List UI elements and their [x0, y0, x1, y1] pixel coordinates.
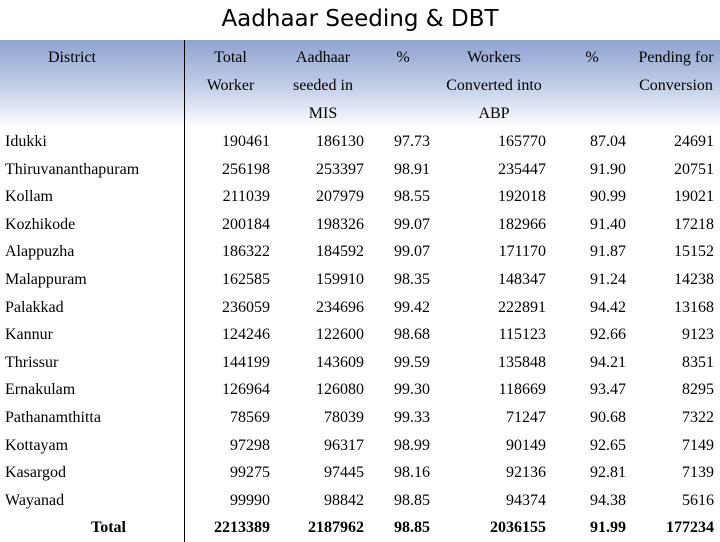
cell-aadhaar-seeded: 253397 — [316, 160, 364, 178]
cell-total-worker: 99990 — [184, 487, 276, 515]
cell-percent-seeded: 99.59 — [394, 353, 430, 371]
cell-aadhaar-seeded: 143609 — [316, 353, 364, 371]
cell-district: Malappuram — [5, 270, 87, 288]
cell-aadhaar-seeded: 126080 — [316, 381, 364, 399]
cell-pending: 8295 — [682, 381, 714, 399]
cell-total-worker: 190461 — [184, 128, 276, 156]
cell-aadhaar-seeded: 184592 — [316, 243, 364, 261]
cell-pending: 17218 — [674, 215, 714, 233]
header-district: District — [0, 40, 184, 128]
header-row — [0, 40, 720, 128]
cell-workers-converted: 94374 — [506, 491, 546, 509]
cell-percent-seeded: 98.68 — [394, 326, 430, 344]
cell-aadhaar-seeded: 207979 — [316, 188, 364, 206]
cell-total-worker: 162585 — [184, 266, 276, 294]
table-row — [0, 156, 720, 184]
cell-percent-converted: 91.87 — [590, 243, 626, 261]
header-total-worker: Total Worker — [184, 40, 276, 128]
cell-aadhaar-seeded: 96317 — [324, 436, 364, 454]
cell-percent-seeded: 98.16 — [394, 464, 430, 482]
cell-percent-seeded: 98.55 — [394, 188, 430, 206]
cell-percent-seeded: 98.85 — [394, 491, 430, 509]
cell-workers-converted: 115123 — [498, 326, 546, 344]
cell-district: Kannur — [5, 326, 53, 344]
table-row — [0, 266, 720, 294]
cell-workers-converted: 222891 — [498, 298, 546, 316]
cell-workers-converted: 171170 — [498, 243, 546, 261]
cell-total-worker: 99275 — [184, 459, 276, 487]
cell-total-worker: 186322 — [184, 238, 276, 266]
cell-district: Idukki — [5, 133, 47, 150]
cell-aadhaar-seeded: 98842 — [324, 491, 364, 509]
cell-aadhaar-seeded: 122600 — [316, 326, 364, 344]
cell-district: Total — [91, 519, 126, 537]
cell-workers-converted: 71247 — [506, 408, 546, 426]
table-total-row — [0, 514, 720, 542]
cell-workers-converted: 192018 — [498, 188, 546, 206]
cell-total-worker: 97298 — [184, 432, 276, 460]
page-title: Aadhaar Seeding & DBT — [221, 6, 499, 32]
header-percent-seeded: % — [370, 40, 436, 128]
cell-pending: 24691 — [674, 133, 714, 150]
cell-district: Wayanad — [5, 491, 65, 509]
cell-workers-converted: 135848 — [498, 353, 546, 371]
cell-percent-seeded: 99.33 — [394, 408, 430, 426]
table-row — [0, 211, 720, 239]
cell-pending: 7149 — [682, 436, 714, 454]
cell-workers-converted: 2036155 — [490, 519, 546, 537]
cell-percent-converted: 92.81 — [590, 464, 626, 482]
table-row — [0, 376, 720, 404]
cell-total-worker: 144199 — [184, 349, 276, 377]
aadhaar-seeding-table — [0, 40, 720, 542]
table-row — [0, 404, 720, 432]
header-workers-converted: Workers Converted into ABP — [436, 40, 552, 128]
cell-percent-converted: 91.90 — [590, 160, 626, 178]
cell-district: Pathanamthitta — [5, 408, 101, 426]
cell-percent-seeded: 99.07 — [394, 243, 430, 261]
table-row — [0, 459, 720, 487]
cell-total-worker: 2213389 — [184, 514, 276, 542]
cell-aadhaar-seeded: 2187962 — [308, 519, 364, 537]
header-pending: Pending for Conversion — [632, 40, 720, 128]
cell-district: Thrissur — [5, 353, 59, 371]
cell-district: Palakkad — [5, 298, 64, 316]
table-row — [0, 128, 720, 156]
cell-percent-converted: 90.68 — [590, 408, 626, 426]
cell-total-worker: 124246 — [184, 321, 276, 349]
table-row — [0, 238, 720, 266]
cell-pending: 19021 — [674, 188, 714, 206]
cell-pending: 8351 — [682, 353, 714, 371]
table-row — [0, 432, 720, 460]
cell-workers-converted: 118669 — [498, 381, 546, 399]
cell-district: Ernakulam — [5, 381, 76, 399]
cell-workers-converted: 235447 — [498, 160, 546, 178]
cell-workers-converted: 165770 — [498, 133, 546, 150]
cell-district: Kasargod — [5, 464, 67, 482]
cell-workers-converted: 90149 — [506, 436, 546, 454]
cell-percent-seeded: 99.42 — [394, 298, 430, 316]
table-row — [0, 321, 720, 349]
cell-pending: 5616 — [682, 491, 714, 509]
cell-percent-converted: 94.38 — [590, 491, 626, 509]
cell-total-worker: 256198 — [184, 156, 276, 184]
header-aadhaar-seeded: Aadhaar seeded in MIS — [276, 40, 370, 128]
cell-pending: 7139 — [682, 464, 714, 482]
cell-percent-seeded: 98.91 — [394, 160, 430, 178]
cell-percent-converted: 92.65 — [590, 436, 626, 454]
cell-aadhaar-seeded: 186130 — [316, 133, 364, 150]
cell-aadhaar-seeded: 78039 — [324, 408, 364, 426]
table-row — [0, 349, 720, 377]
cell-percent-seeded: 99.07 — [394, 215, 430, 233]
cell-aadhaar-seeded: 198326 — [316, 215, 364, 233]
cell-pending: 14238 — [674, 270, 714, 288]
cell-aadhaar-seeded: 159910 — [316, 270, 364, 288]
cell-pending: 9123 — [682, 326, 714, 344]
cell-total-worker: 78569 — [184, 404, 276, 432]
cell-district: Kottayam — [5, 436, 69, 454]
cell-percent-seeded: 98.35 — [394, 270, 430, 288]
cell-aadhaar-seeded: 234696 — [316, 298, 364, 316]
cell-percent-seeded: 98.99 — [394, 436, 430, 454]
cell-district: Alappuzha — [5, 243, 75, 261]
cell-percent-converted: 91.99 — [590, 519, 626, 537]
cell-percent-converted: 90.99 — [590, 188, 626, 206]
header-percent-converted: % — [552, 40, 632, 128]
table-body — [0, 128, 720, 542]
cell-district: Thiruvananthapuram — [5, 160, 140, 178]
cell-total-worker: 126964 — [184, 376, 276, 404]
table-row — [0, 183, 720, 211]
cell-pending: 13168 — [674, 298, 714, 316]
cell-total-worker: 211039 — [184, 183, 276, 211]
table-row — [0, 487, 720, 515]
cell-workers-converted: 148347 — [498, 270, 546, 288]
cell-district: Kozhikode — [5, 215, 76, 233]
cell-percent-converted: 93.47 — [590, 381, 626, 399]
cell-percent-converted: 94.42 — [590, 298, 626, 316]
cell-workers-converted: 92136 — [506, 464, 546, 482]
cell-percent-seeded: 99.30 — [394, 381, 430, 399]
cell-percent-converted: 94.21 — [590, 353, 626, 371]
cell-percent-converted: 87.04 — [590, 133, 626, 150]
table-row — [0, 294, 720, 322]
cell-percent-seeded: 97.73 — [394, 133, 430, 150]
cell-percent-converted: 91.40 — [590, 215, 626, 233]
cell-workers-converted: 182966 — [498, 215, 546, 233]
cell-percent-seeded: 98.85 — [394, 519, 430, 537]
cell-total-worker: 200184 — [184, 211, 276, 239]
cell-total-worker: 236059 — [184, 294, 276, 322]
cell-percent-converted: 91.24 — [590, 270, 626, 288]
cell-percent-converted: 92.66 — [590, 326, 626, 344]
cell-aadhaar-seeded: 97445 — [324, 464, 364, 482]
cell-pending: 177234 — [666, 519, 714, 537]
cell-pending: 7322 — [682, 408, 714, 426]
cell-pending: 20751 — [674, 160, 714, 178]
cell-district: Kollam — [5, 188, 53, 206]
cell-pending: 15152 — [674, 243, 714, 261]
